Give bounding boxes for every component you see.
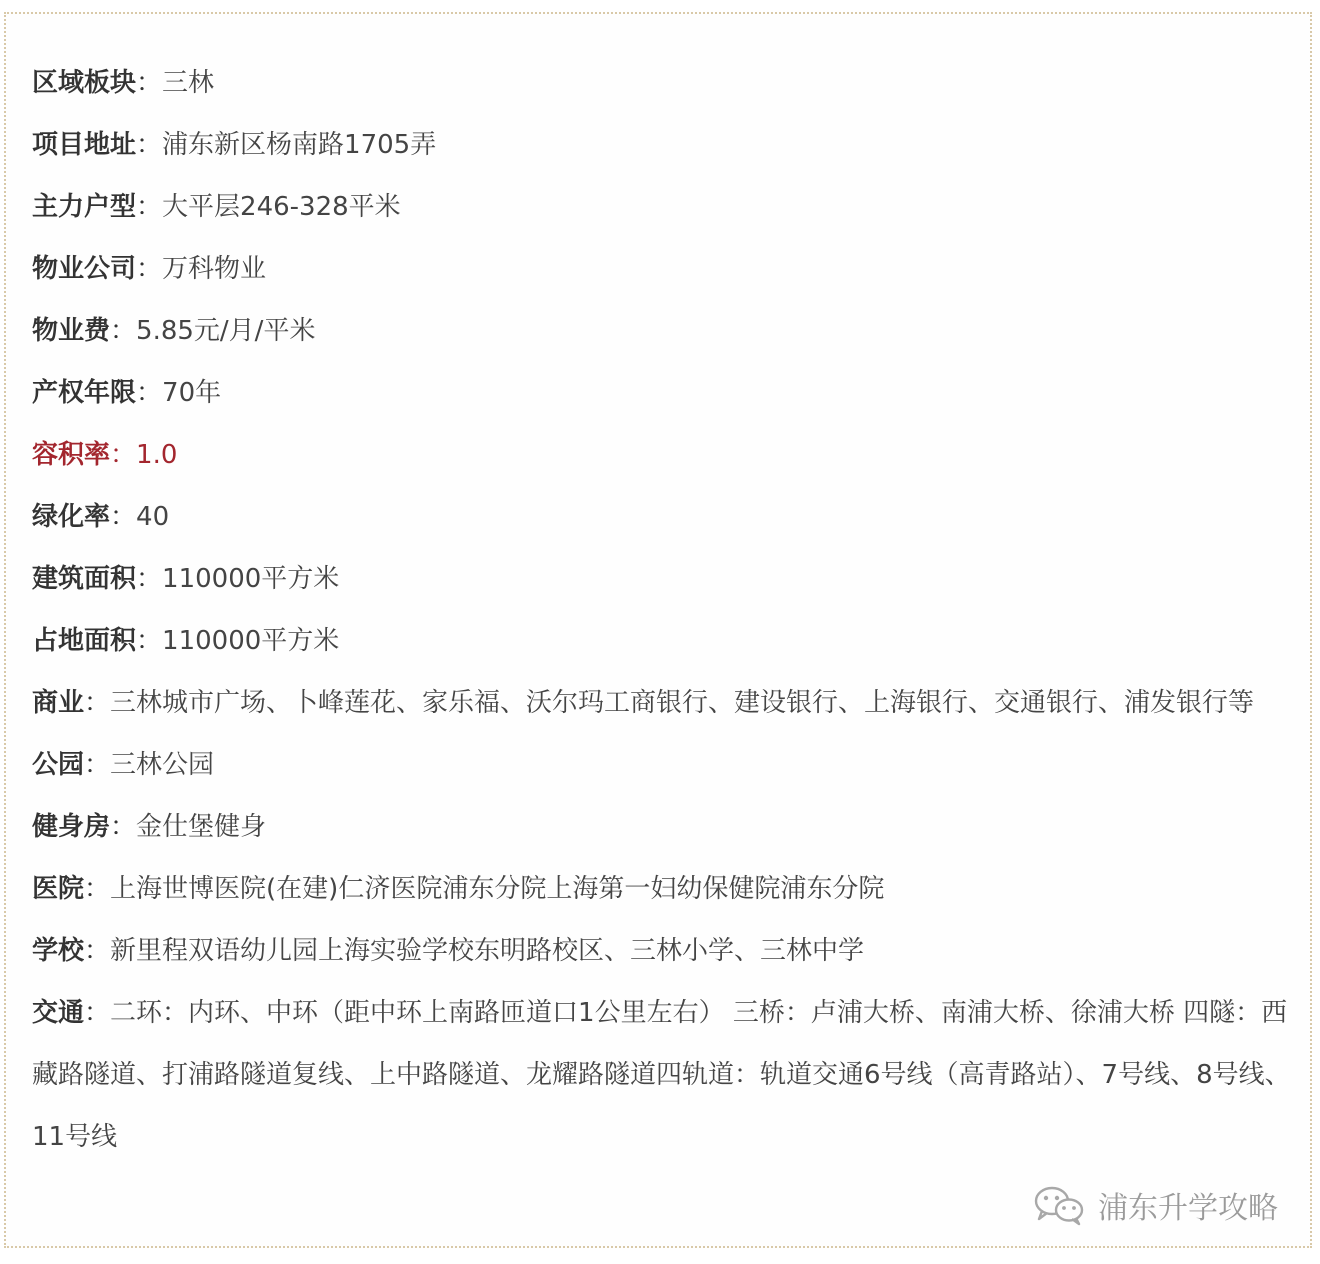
info-separator: ： (136, 254, 163, 284)
info-row-unit-type (32, 176, 1292, 238)
info-separator: ： (84, 998, 111, 1028)
info-separator: ： (136, 378, 163, 408)
info-row-commerce (32, 672, 1292, 734)
info-row-floor-area (32, 548, 1292, 610)
watermark-text: 浦东升学攻略 (1098, 1191, 1278, 1226)
info-label: 产权年限 (32, 378, 137, 408)
info-label: 学校 (32, 936, 85, 966)
info-label: 绿化率 (32, 502, 111, 532)
info-value: 新里程双语幼儿园上海实验学校东明路校区、三林小学、三林中学 (110, 936, 865, 966)
info-value: 三林 (162, 68, 215, 98)
info-separator: ： (110, 316, 137, 346)
info-label: 公园 (32, 750, 85, 780)
info-separator: ： (84, 688, 111, 718)
info-row-region (32, 52, 1292, 114)
info-label: 商业 (32, 688, 85, 718)
info-value: 40 (136, 502, 170, 532)
info-label: 交通 (32, 998, 85, 1028)
info-label: 区域板块 (32, 68, 137, 98)
info-row-transport (32, 982, 1292, 1168)
info-value: 5.85元/月/平米 (136, 316, 316, 346)
info-separator: ： (84, 936, 111, 966)
info-separator: ： (84, 750, 111, 780)
info-separator: ： (84, 874, 111, 904)
info-separator: ： (136, 130, 163, 160)
info-label: 占地面积 (32, 626, 137, 656)
info-value: 金仕堡健身 (136, 812, 267, 842)
info-row-property-fee (32, 300, 1292, 362)
info-separator: ： (136, 192, 163, 222)
info-separator: ： (136, 626, 163, 656)
info-value: 大平层246-328平米 (162, 192, 401, 222)
info-row-plot-ratio (32, 424, 1292, 486)
info-value: 万科物业 (162, 254, 267, 284)
info-value: 上海世博医院(在建)仁济医院浦东分院上海第一妇幼保健院浦东分院 (110, 874, 885, 904)
info-row-tenure (32, 362, 1292, 424)
info-value: 三林城市广场、卜峰莲花、家乐福、沃尔玛工商银行、建设银行、上海银行、交通银行、浦发银行等 (110, 688, 1255, 718)
info-value: 110000平方米 (162, 564, 340, 594)
info-separator: ： (110, 440, 137, 470)
info-row-hospital (32, 858, 1292, 920)
info-label: 容积率 (32, 440, 111, 470)
account-watermark (1032, 1180, 1278, 1230)
info-separator: ： (136, 68, 163, 98)
info-row-land-area (32, 610, 1292, 672)
info-separator: ： (110, 812, 137, 842)
info-label: 项目地址 (32, 130, 137, 160)
property-info-list (32, 52, 1292, 1168)
info-row-school (32, 920, 1292, 982)
info-value: 70年 (162, 378, 222, 408)
info-label: 主力户型 (32, 192, 137, 222)
info-row-park (32, 734, 1292, 796)
info-row-gym (32, 796, 1292, 858)
info-value: 三林公园 (110, 750, 215, 780)
info-separator: ： (110, 502, 137, 532)
info-value: 浦东新区杨南路1705弄 (162, 130, 437, 160)
wechat-icon (1032, 1184, 1086, 1226)
info-separator: ： (136, 564, 163, 594)
info-row-address (32, 114, 1292, 176)
info-label: 物业费 (32, 316, 111, 346)
info-row-green-ratio (32, 486, 1292, 548)
info-label: 健身房 (32, 812, 111, 842)
info-value: 1.0 (136, 440, 178, 470)
info-label: 医院 (32, 874, 85, 904)
info-value: 二环：内环、中环（距中环上南路匝道口1公里左右） 三桥：卢浦大桥、南浦大桥、徐浦大桥 四隧：西藏路隧道、打浦路隧道复线、上中路隧道、龙耀路隧道四轨道：轨道交通6号线（高青路站）、7号线、8号线、11号线 (32, 998, 1291, 1152)
info-label: 建筑面积 (32, 564, 137, 594)
info-row-property-company (32, 238, 1292, 300)
info-value: 110000平方米 (162, 626, 340, 656)
info-label: 物业公司 (32, 254, 137, 284)
